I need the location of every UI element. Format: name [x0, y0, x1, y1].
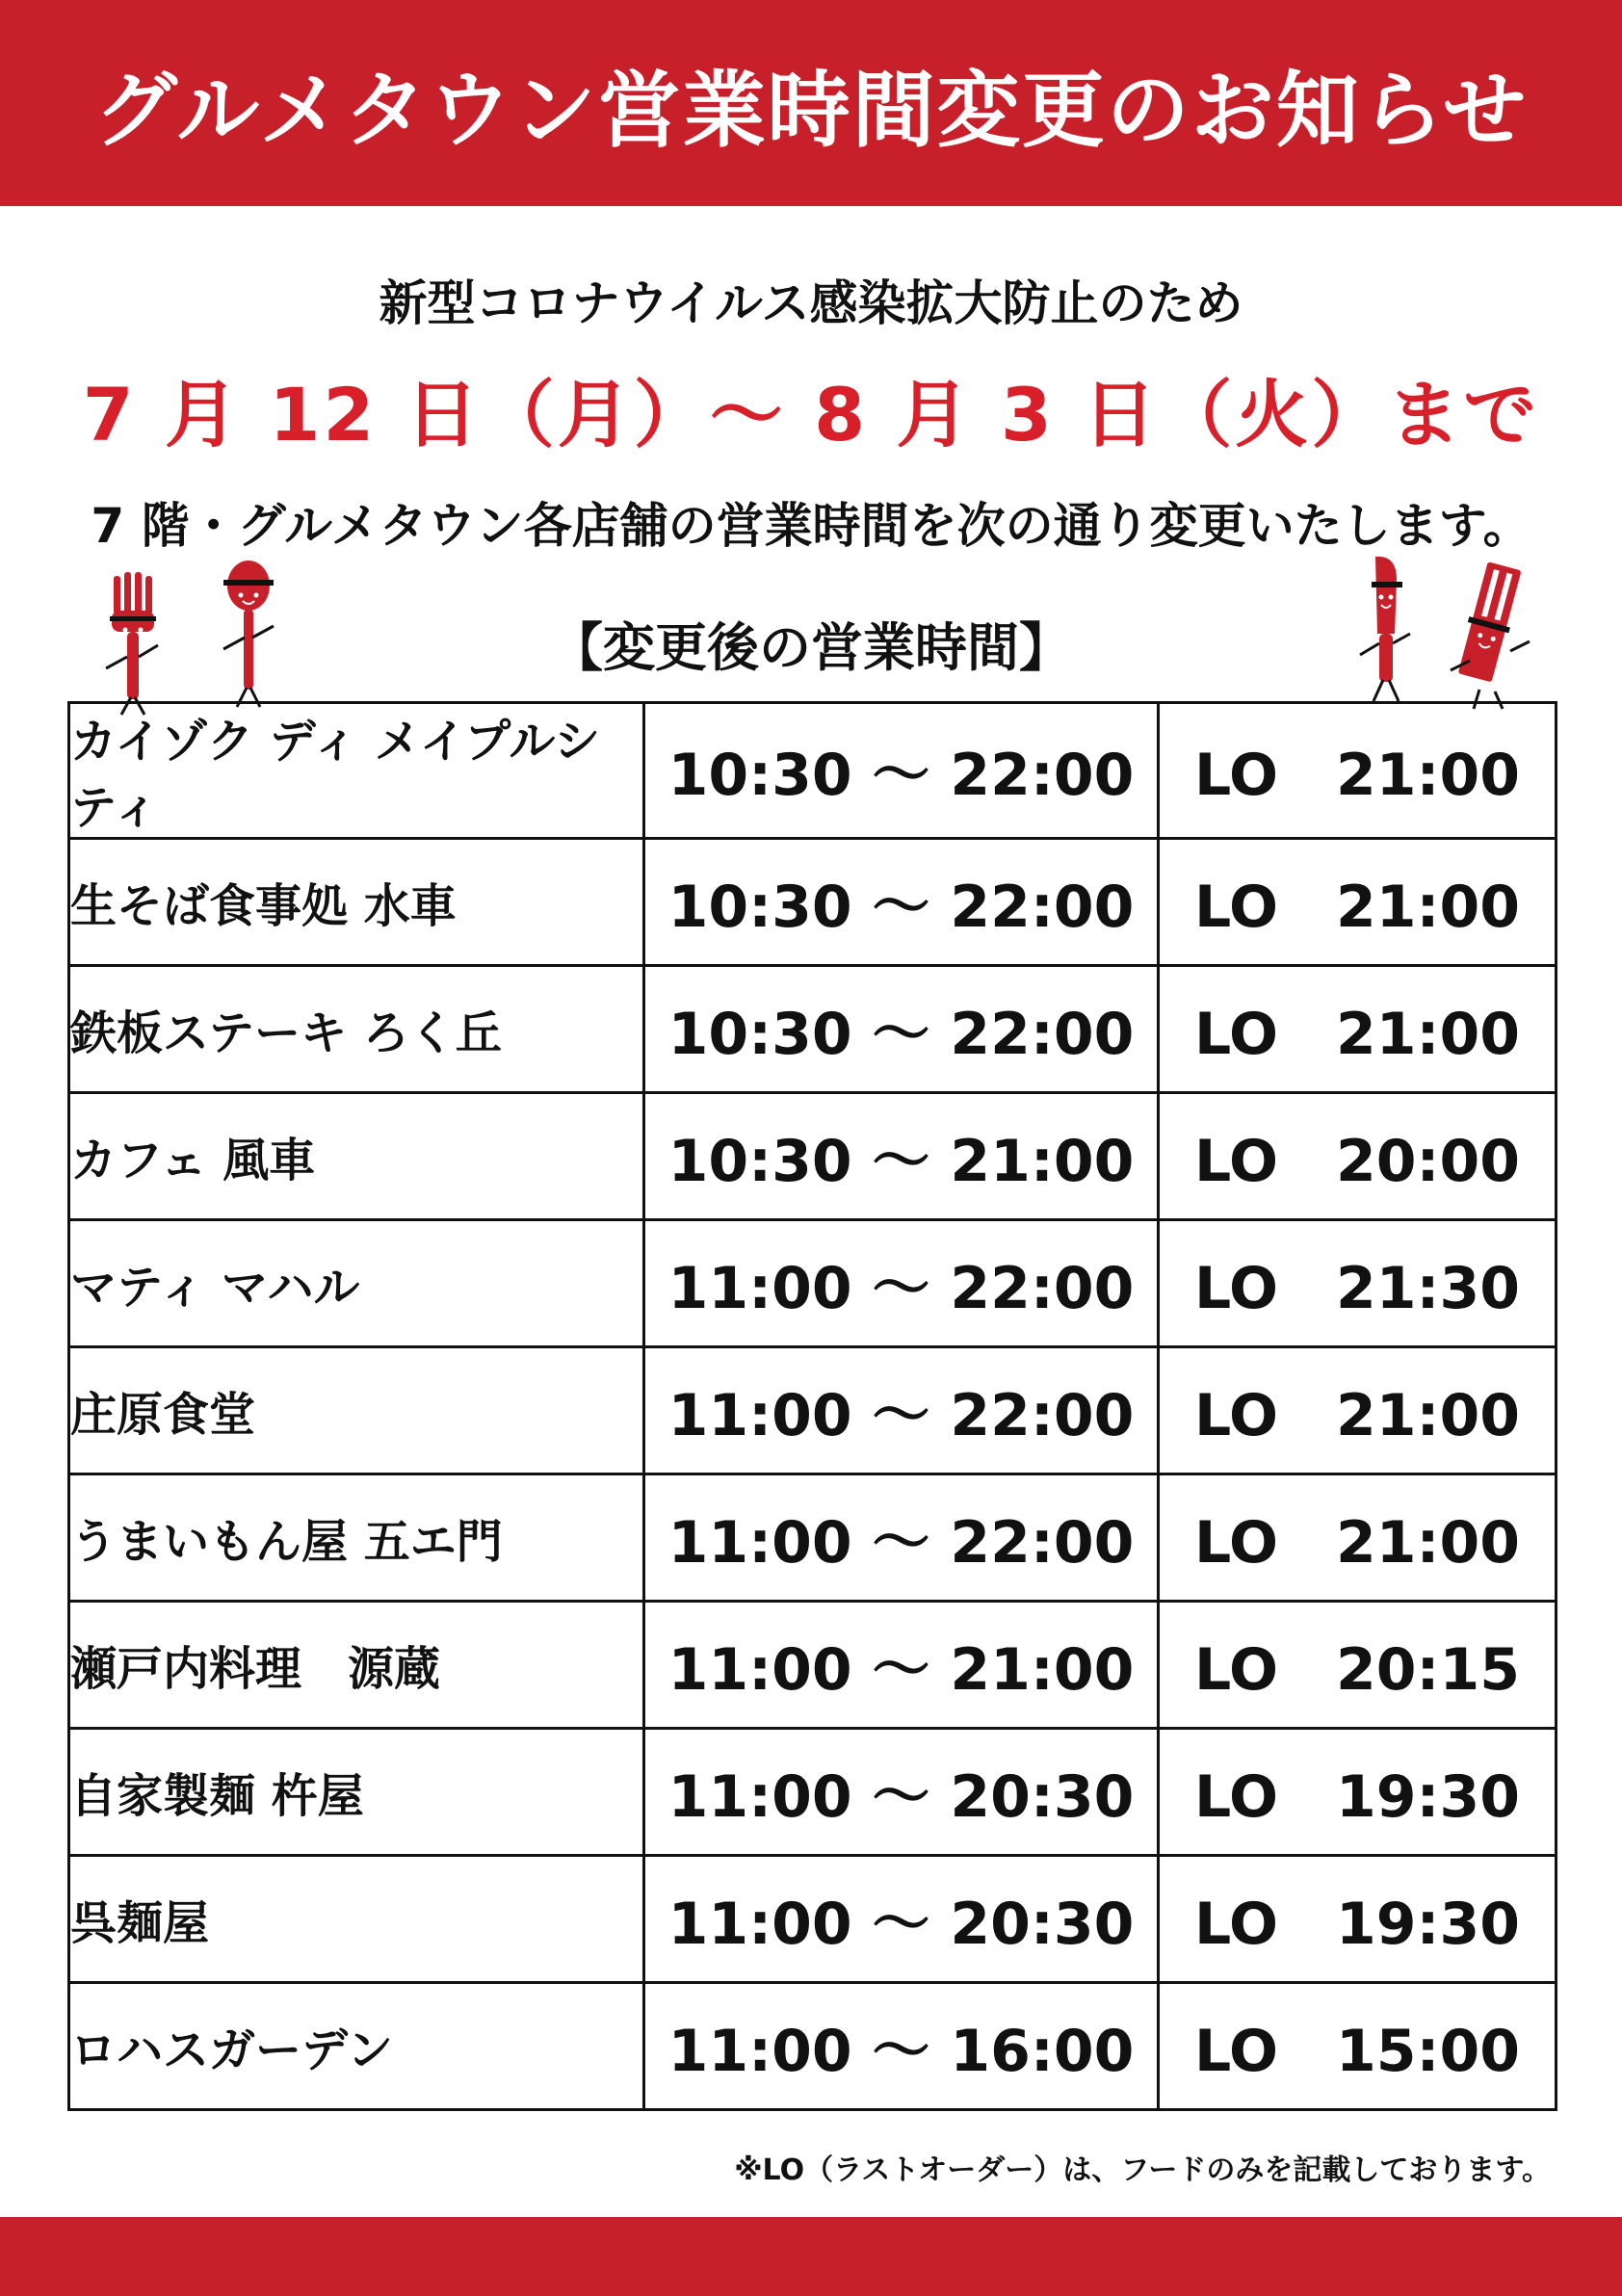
opening-hours: 11:00 ～ 22:00: [644, 1220, 1159, 1347]
last-order-time: LO 21:00: [1159, 966, 1557, 1093]
table-row: [69, 703, 1557, 839]
business-hours-table: [67, 701, 1557, 2111]
table-row: [69, 1347, 1557, 1474]
table-row: [69, 839, 1557, 966]
last-order-time: LO 21:00: [1159, 703, 1557, 839]
footer-banner: [0, 2217, 1622, 2296]
intro-period: 7 月 12 日（月）～ 8 月 3 日（火）まで: [82, 372, 1540, 457]
last-order-time: LO 20:00: [1159, 1093, 1557, 1220]
last-order-time: LO 19:30: [1159, 1729, 1557, 1856]
opening-hours: 10:30 ～ 22:00: [644, 703, 1159, 839]
opening-hours: 10:30 ～ 21:00: [644, 1093, 1159, 1220]
store-name: 呉麺屋: [69, 1856, 644, 1983]
opening-hours: 10:30 ～ 22:00: [644, 839, 1159, 966]
store-name: ロハスガーデン: [69, 1983, 644, 2110]
last-order-time: LO 20:15: [1159, 1602, 1557, 1729]
table-title: 【変更後の営業時間】: [551, 617, 1071, 678]
store-name: 自家製麺 杵屋: [69, 1729, 644, 1856]
table-row: [69, 1983, 1557, 2110]
table-row: [69, 1093, 1557, 1220]
store-name: マティ マハル: [69, 1220, 644, 1347]
table-row: [69, 1856, 1557, 1983]
last-order-time: LO 21:00: [1159, 1347, 1557, 1474]
header-banner: [0, 0, 1622, 206]
table-row: [69, 1220, 1557, 1347]
store-name: カフェ 風車: [69, 1093, 644, 1220]
table-row: [69, 1602, 1557, 1729]
intro-description: 7 階・グルメタウン各店舗の営業時間を次の通り変更いたします。: [91, 498, 1531, 554]
page-title: グルメタウン営業時間変更のお知らせ: [93, 63, 1529, 159]
store-name: 庄原食堂: [69, 1347, 644, 1474]
opening-hours: 10:30 ～ 22:00: [644, 966, 1159, 1093]
footnote: ※LO（ラストオーダー）は、フードのみを記載しております。: [734, 2153, 1551, 2187]
store-name: 瀬戸内料理 源蔵: [69, 1602, 644, 1729]
last-order-time: LO 15:00: [1159, 1983, 1557, 2110]
last-order-time: LO 21:30: [1159, 1220, 1557, 1347]
store-name: 生そば食事処 水車: [69, 839, 644, 966]
last-order-time: LO 21:00: [1159, 839, 1557, 966]
opening-hours: 11:00 ～ 16:00: [644, 1983, 1159, 2110]
table-row: [69, 966, 1557, 1093]
store-name: うまいもん屋 五エ門: [69, 1474, 644, 1602]
store-name: カイゾク ディ メイプルシティ: [69, 703, 644, 839]
opening-hours: 11:00 ～ 22:00: [644, 1474, 1159, 1602]
table-row: [69, 1729, 1557, 1856]
last-order-time: LO 19:30: [1159, 1856, 1557, 1983]
table-row: [69, 1474, 1557, 1602]
opening-hours: 11:00 ～ 21:00: [644, 1602, 1159, 1729]
intro-reason: 新型コロナウイルス感染拡大防止のため: [379, 275, 1243, 331]
opening-hours: 11:00 ～ 20:30: [644, 1856, 1159, 1983]
opening-hours: 11:00 ～ 22:00: [644, 1347, 1159, 1474]
opening-hours: 11:00 ～ 20:30: [644, 1729, 1159, 1856]
store-name: 鉄板ステーキ ろく丘: [69, 966, 644, 1093]
last-order-time: LO 21:00: [1159, 1474, 1557, 1602]
